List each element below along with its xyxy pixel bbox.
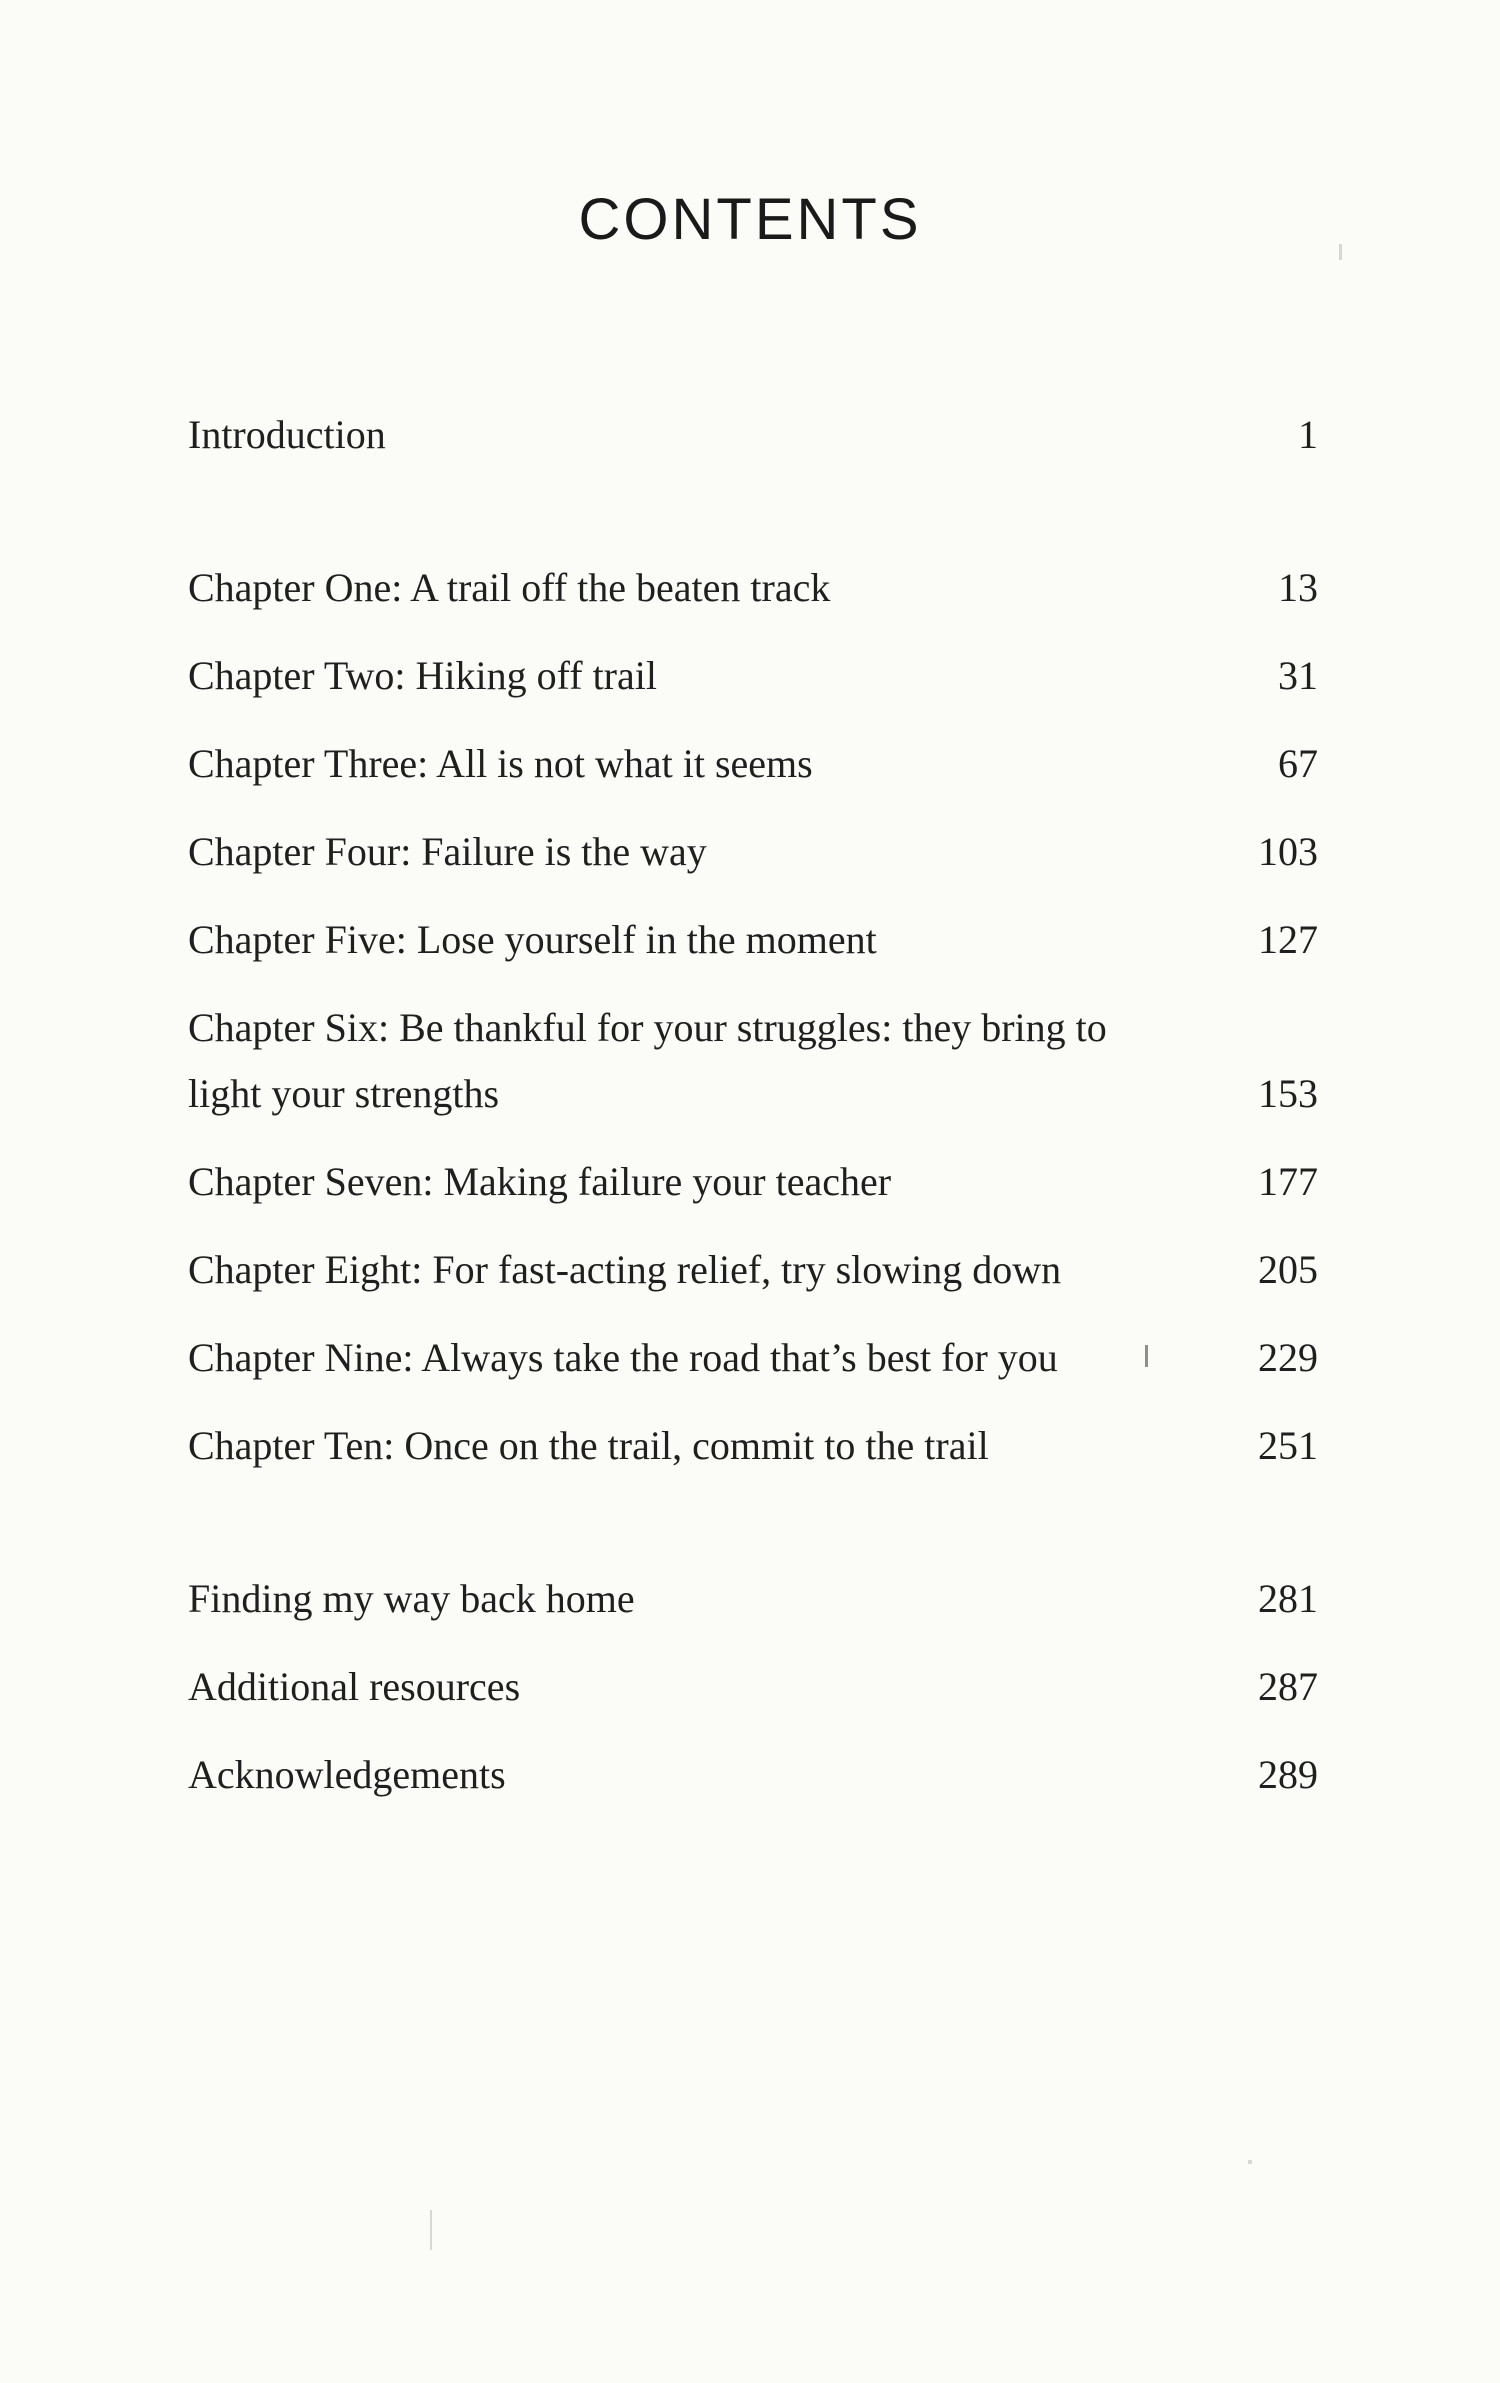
toc-entry-label: Chapter Ten: Once on the trail, commit to the trail [188, 1423, 989, 1468]
toc-entry-page: 289 [1258, 1752, 1318, 1797]
toc-entry-page: 229 [1258, 1335, 1318, 1380]
toc-entry-page: 67 [1278, 741, 1318, 786]
toc-entry [188, 1654, 1318, 1720]
toc-entry [188, 731, 1318, 797]
toc-entry [188, 819, 1318, 885]
toc-entry [188, 1237, 1318, 1303]
toc-entry [188, 1149, 1318, 1215]
toc-entry-label: Chapter Five: Lose yourself in the moment [188, 917, 877, 962]
page-title: CONTENTS [578, 187, 922, 252]
toc-entry-page: 31 [1278, 653, 1318, 698]
toc-entry-page: 127 [1258, 917, 1318, 962]
toc-entry [188, 1325, 1318, 1391]
toc-entry [188, 1566, 1318, 1632]
toc-entry [188, 1413, 1318, 1479]
toc-entry-label: Chapter Nine: Always take the road that’s best for you [188, 1335, 1058, 1380]
toc-entry-page: 177 [1258, 1159, 1318, 1204]
toc-entry [188, 555, 1318, 621]
toc-entry [188, 907, 1318, 973]
toc-entry-label: Chapter Eight: For fast-acting relief, try slowing down [188, 1247, 1062, 1292]
scan-speck [1248, 2160, 1252, 2164]
toc-entry-page: 153 [1258, 1071, 1318, 1116]
toc-entry-label: Chapter Four: Failure is the way [188, 829, 707, 874]
toc-entry-page: 103 [1258, 829, 1318, 874]
toc-entry-label: Chapter Seven: Making failure your teacher [188, 1159, 892, 1204]
toc-entry-page: 287 [1258, 1664, 1318, 1709]
toc-entry [188, 402, 1318, 468]
scan-speck [430, 2210, 432, 2250]
toc-entry-label: Chapter Three: All is not what it seems [188, 741, 813, 786]
toc-entry-label: Chapter One: A trail off the beaten track [188, 565, 831, 610]
toc-entry-label: Acknowledgements [188, 1752, 506, 1797]
scan-speck [1339, 244, 1342, 260]
toc-entry [188, 995, 1318, 1127]
toc-entry-page: 205 [1258, 1247, 1318, 1292]
toc-entry-page: 13 [1278, 565, 1318, 610]
toc-entry-page: 251 [1258, 1423, 1318, 1468]
scan-speck [1145, 1345, 1148, 1367]
toc-entry [188, 643, 1318, 709]
toc-entry-label: Chapter Six: Be thankful for your struggles: they bring to light your strengths [188, 1005, 1107, 1116]
toc-entry-label: Introduction [188, 412, 386, 457]
toc-entry-page: 1 [1298, 412, 1318, 457]
toc-entry-label: Finding my way back home [188, 1576, 635, 1621]
toc-entry-label: Chapter Two: Hiking off trail [188, 653, 657, 698]
toc-entry [188, 1742, 1318, 1808]
toc-entry-page: 281 [1258, 1576, 1318, 1621]
toc-entry-label: Additional resources [188, 1664, 521, 1709]
